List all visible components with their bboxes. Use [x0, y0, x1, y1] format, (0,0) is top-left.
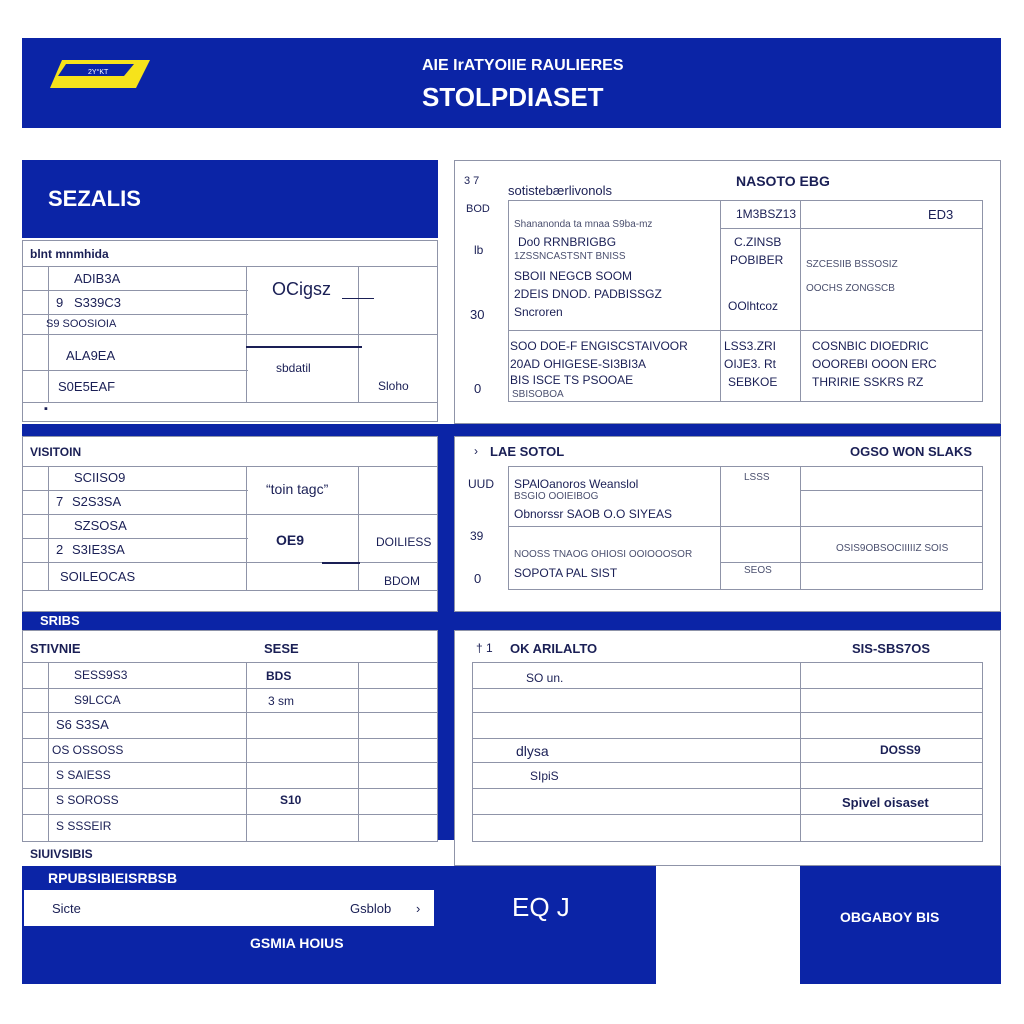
cell-text: OSIS9OBSOCIIIIIZ SOIS [836, 543, 949, 554]
header-title-top: AIE IrATYOIIE RAULIERES [422, 57, 624, 74]
footer-center-value: EQ J [512, 892, 570, 922]
table-row: S SOROSS [56, 793, 119, 807]
table-row: S9LCCA [74, 693, 121, 707]
right-mid-num: › [474, 444, 478, 458]
footer-input[interactable] [24, 890, 434, 926]
cell-text: LSSS [744, 472, 770, 483]
cell-text: BIS ISCE TS PSOOAE [510, 373, 634, 387]
footer-label: RPUBSIBIEISRBSB [48, 870, 178, 886]
cell-text: Sncroren [514, 305, 563, 319]
cell-text: SOPOTA PAL SIST [514, 566, 618, 580]
cell-text: SEOS [744, 565, 772, 576]
row-label: lb [474, 243, 484, 257]
cell-text: OIJE3. Rt [724, 357, 777, 371]
cell-text: SZCESIIB BSSOSIZ [806, 259, 898, 270]
cell-text: SEBKOE [728, 375, 778, 389]
table-row: S3IE3SA [72, 542, 125, 557]
cell-text: Shananonda ta mnaa S9ba-mz [514, 219, 653, 230]
table-cell: DOSS9 [880, 743, 921, 757]
table-row: S339C3 [74, 295, 121, 310]
table-row: SCIISO9 [74, 470, 126, 485]
right-top-title: NASOTO EBG [736, 173, 830, 189]
row-label: 0 [474, 571, 482, 586]
left-top-mid-label: sbdatil [276, 361, 311, 375]
footer-input-value: Sicte [52, 901, 81, 916]
table-row: OS OSSOSS [52, 743, 124, 757]
cell-text: SPAlOanoros Weanslol [514, 477, 639, 491]
row-label: 39 [470, 529, 484, 543]
table-cell: S10 [280, 793, 302, 807]
table-cell: 3 sm [268, 694, 295, 708]
cell-text: THRIRIE SSKRS RZ [812, 375, 924, 389]
left-mid-value-2: OE9 [276, 532, 305, 548]
cell-text: C.ZINSB [734, 235, 782, 249]
left-top-title: SEZALIS [48, 186, 141, 211]
cell-text: OOCHS ZONGSCB [806, 283, 895, 294]
left-top-sub-label: S9 SOOSIOIA [46, 318, 117, 330]
cell-text: COSNBIC DIOEDRIC [812, 339, 929, 353]
left-top-right-label: Sloho [378, 379, 409, 393]
left-bottom-title: STIVNIE [30, 641, 81, 656]
table-row: S2S3SA [72, 494, 122, 509]
cell-text: Do0 RRNBRIGBG [518, 235, 617, 249]
logo-text: 2Y°KT [88, 69, 109, 76]
cell-text: Obnorssr SAOB O.O SIYEAS [514, 507, 673, 521]
footer-right-label[interactable]: OBGABOY BIS [840, 909, 940, 925]
cell-text: OOOREBI OOON ERC [812, 357, 937, 371]
left-mid-value: “toin tagc” [266, 481, 329, 497]
row-label: 30 [470, 307, 485, 322]
right-bottom-title: OK ARILALTO [510, 641, 598, 656]
table-row: S0E5EAF [58, 379, 116, 394]
column-header: ED3 [928, 207, 954, 222]
table-row: SOILEOCAS [60, 569, 136, 584]
cell-text: OOlhtcoz [728, 299, 779, 313]
row-label: 0 [474, 381, 482, 396]
left-mid-title: VISITOIN [30, 445, 82, 459]
table-row: ALA9EA [66, 348, 116, 363]
table-cell: SO un. [526, 671, 564, 685]
divider-bar [438, 424, 454, 840]
row-label: BOD [466, 203, 490, 215]
page-title: STOLPDIASET [422, 82, 604, 112]
bullet-mark: ▪ [44, 403, 48, 415]
left-mid-right-label-2: BDOM [384, 574, 420, 588]
brand-logo[interactable] [50, 60, 150, 88]
left-bottom-col-head: SESE [264, 641, 299, 656]
cell-text: 1ZSSNCASTSNT BNISS [514, 251, 626, 262]
table-cell: dlysa [516, 743, 549, 759]
row-label: UUD [468, 477, 494, 491]
footer-blank-box [656, 866, 800, 984]
footer-center-block [434, 866, 656, 984]
column-header: 1M3BSZ13 [736, 207, 797, 221]
left-mid-right-label: DOILIESS [376, 535, 432, 549]
row-prefix: 9 [56, 295, 64, 310]
left-top-value: OCigsz [272, 279, 332, 299]
cell-text: NOOSS TNAOG OHIOSI OOIOOOSOR [514, 549, 693, 560]
table-row: SESS9S3 [74, 668, 128, 682]
table-cell: Spivel oisaset [842, 795, 929, 810]
left-top-table [22, 240, 438, 422]
table-row: S6 S3SA [56, 717, 109, 732]
divider-bar [22, 424, 1001, 436]
cell-text: LSS3.ZRI [724, 339, 777, 353]
table-cell: BDS [266, 669, 292, 683]
right-top-subtitle: sotistebærlivonols [508, 183, 613, 198]
cell-text: 2DEIS DNOD. PADBISSGZ [514, 287, 662, 301]
right-mid-title: LAE SOTOL [490, 444, 565, 459]
table-row: S SSSEIR [56, 819, 112, 833]
section-band [22, 612, 1001, 630]
right-bottom-right-title: SIS-SBS7OS [852, 641, 931, 656]
table-row: SZSOSA [74, 518, 127, 533]
band-label: SRIBS [40, 613, 80, 628]
chevron-right-icon[interactable]: › [416, 901, 421, 916]
table-cell: SIpiS [530, 769, 559, 783]
footer-bottom-label: GSMIA HOIUS [250, 935, 344, 951]
cell-text: 20AD OHIGESE-SI3BI3A [510, 357, 647, 371]
left-bottom-footer: SIUIVSIBIS [30, 847, 93, 861]
cell-text: SOO DOE-F ENGISCSTAIVOOR [510, 339, 688, 353]
cell-text: BSGIO OOIEIBOG [514, 491, 599, 502]
footer-right-block[interactable] [800, 866, 1001, 984]
right-bottom-num: † 1 [476, 641, 493, 655]
row-prefix: 7 [56, 494, 64, 509]
cell-text: SBOII NEGCB SOOM [514, 269, 633, 283]
footer-input-action[interactable]: Gsblob [350, 901, 392, 916]
cell-text: POBIBER [730, 253, 784, 267]
table-row: ADIB3A [74, 271, 121, 286]
row-prefix: 2 [56, 542, 64, 557]
right-top-num: 3 7 [464, 175, 480, 187]
table-row: S SAIESS [56, 768, 111, 782]
left-top-section-label: blnt mnmhida [30, 247, 109, 261]
right-mid-right-title: OGSO WON SLAKS [850, 444, 973, 459]
cell-text: SBISOBOA [512, 389, 564, 400]
